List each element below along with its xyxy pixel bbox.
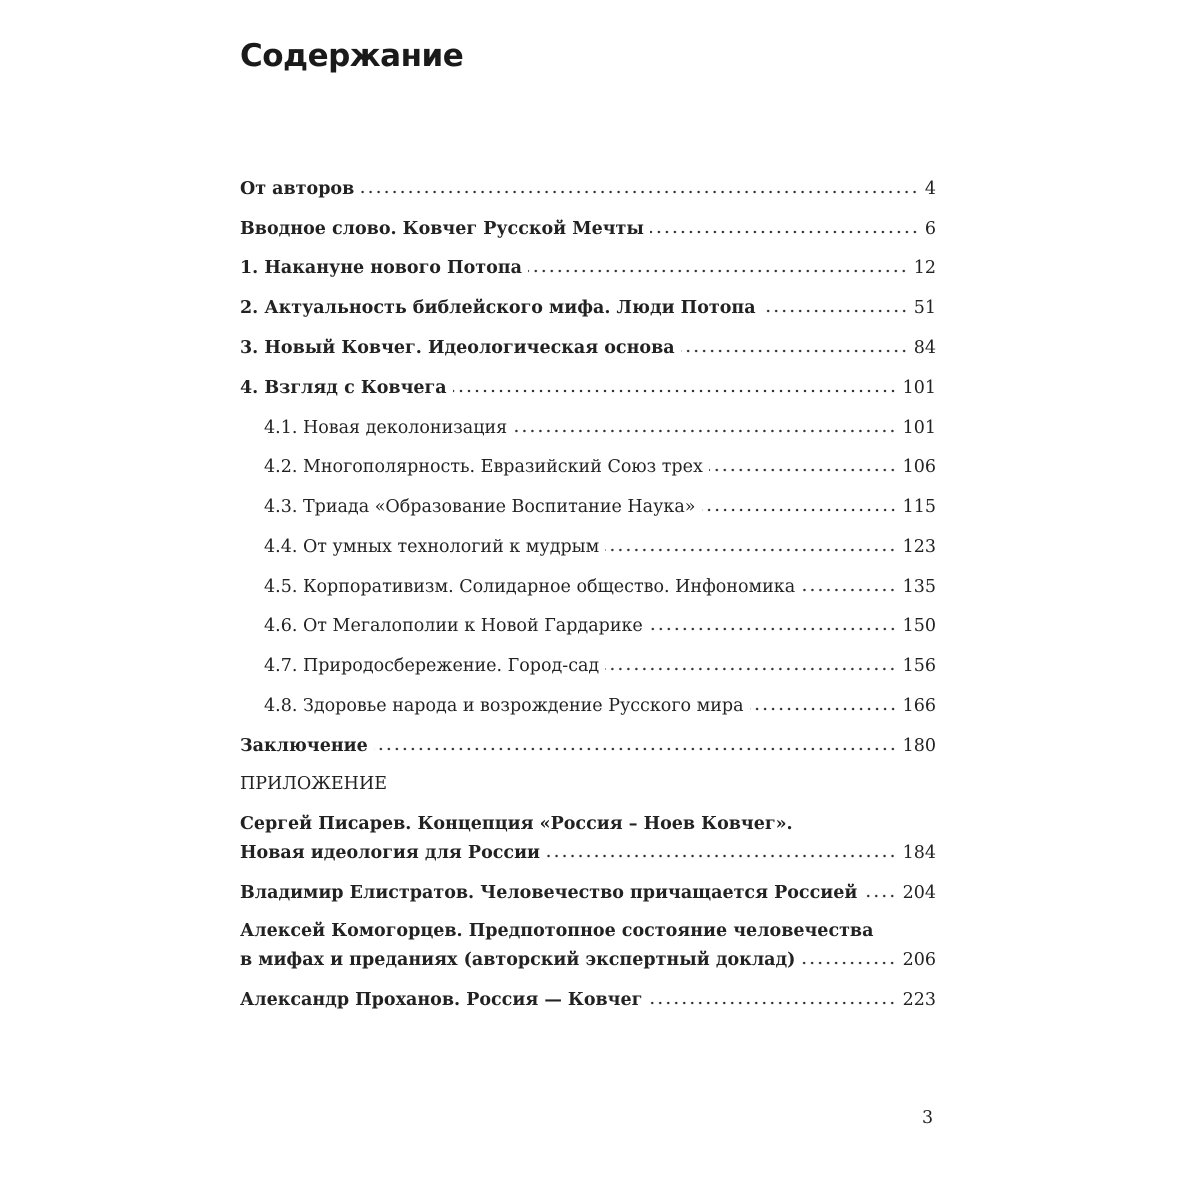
appendix-entry-title: Александр Проханов. Россия — Ковчег <box>240 990 643 1010</box>
toc-entry-4-1[interactable] <box>264 413 936 442</box>
toc-entry-chapter-2[interactable] <box>240 293 936 322</box>
toc-page-number: 166 <box>902 696 936 716</box>
toc-page-number: 101 <box>902 418 936 438</box>
toc-entry-title: 1. Накануне нового Потопа <box>240 258 522 278</box>
toc-entry-title: 4.4. От умных технологий к мудрым <box>264 537 600 557</box>
dot-leader <box>605 532 896 552</box>
toc-entry-title: От авторов <box>240 179 355 199</box>
dot-leader <box>702 492 897 512</box>
toc-page-number: 180 <box>902 736 936 756</box>
toc-entry-4-7[interactable] <box>264 651 936 680</box>
appendix-entry-komogortsev[interactable] <box>240 918 936 974</box>
toc-page-number: 4 <box>924 179 936 199</box>
toc-entry-authors[interactable] <box>240 174 936 203</box>
dot-leader <box>513 413 896 433</box>
dot-leader <box>453 373 897 393</box>
toc-entry-4-5[interactable] <box>264 572 936 601</box>
dot-leader <box>709 452 897 472</box>
toc-entry-chapter-3[interactable] <box>240 333 936 362</box>
toc-entry-title: 2. Актуальность библейского мифа. Люди Потопа <box>240 298 756 318</box>
appendix-entry-elistratov[interactable] <box>240 878 936 907</box>
dot-leader <box>750 691 897 711</box>
dot-leader <box>374 731 897 751</box>
toc-page-number: 135 <box>902 577 936 597</box>
toc-entry-chapter-1[interactable] <box>240 253 936 282</box>
toc-entry-title: 4.2. Многополярность. Евразийский Союз трех <box>264 457 703 477</box>
dot-leader <box>605 651 896 671</box>
toc-page-number: 12 <box>913 258 936 278</box>
dot-leader <box>360 174 919 194</box>
toc-page-number: 204 <box>902 883 936 903</box>
dot-leader <box>528 253 908 273</box>
toc-page-number: 206 <box>902 950 936 970</box>
toc-entry-4-6[interactable] <box>264 611 936 640</box>
appendix-heading-text: ПРИЛОЖЕНИЕ <box>240 774 387 794</box>
appendix-entry-title: Владимир Елистратов. Человечество причащается Россией <box>240 883 858 903</box>
toc-entry-title: 4.6. От Мегалополии к Новой Гардарике <box>264 616 643 636</box>
toc-page-number: 101 <box>902 378 936 398</box>
toc-entry-title: 4.1. Новая деколонизация <box>264 418 508 438</box>
toc-entry-4-3[interactable] <box>264 492 936 521</box>
page-number: 3 <box>922 1108 934 1128</box>
dot-leader <box>649 611 897 631</box>
appendix-entry-title-line1: Сергей Писарев. Концепция «Россия – Ноев Ковчег». <box>240 814 793 834</box>
toc-page-number: 184 <box>902 843 936 863</box>
dot-leader <box>546 838 897 858</box>
toc-entry-title: 3. Новый Ковчег. Идеологическая основа <box>240 338 675 358</box>
toc-entry-intro[interactable] <box>240 214 936 243</box>
toc-page-number: 150 <box>902 616 936 636</box>
toc-entry-4-8[interactable] <box>264 691 936 720</box>
dot-leader <box>801 945 896 965</box>
toc-page-number: 123 <box>902 537 936 557</box>
toc-entry-title: 4. Взгляд с Ковчега <box>240 378 447 398</box>
toc-entry-title: 4.5. Корпоративизм. Солидарное общество. Инфономика <box>264 577 796 597</box>
dot-leader <box>863 878 896 898</box>
toc-page-number: 6 <box>924 219 936 239</box>
toc-entry-title: Заключение <box>240 736 368 756</box>
dot-leader <box>650 214 919 234</box>
toc-page-number: 115 <box>902 497 936 517</box>
appendix-entry-title-line2: в мифах и преданиях (авторский экспертный доклад) <box>240 950 796 970</box>
appendix-entry-title-line2: Новая идеология для России <box>240 843 541 863</box>
toc-page-number: 156 <box>902 656 936 676</box>
toc-entry-title: Вводное слово. Ковчег Русской Мечты <box>240 219 644 239</box>
toc-page-number: 106 <box>902 457 936 477</box>
appendix-entry-title-line1: Алексей Комогорцев. Предпотопное состояние человечества <box>240 921 874 941</box>
toc-page-number: 51 <box>913 298 936 318</box>
toc-entry-title: 4.7. Природосбережение. Город-сад <box>264 656 600 676</box>
toc-page-number: 223 <box>902 990 936 1010</box>
dot-leader <box>648 985 896 1005</box>
dot-leader <box>801 572 896 592</box>
page-title: Содержание <box>240 38 464 74</box>
toc-entry-4-2[interactable] <box>264 452 936 481</box>
appendix-entry-prokhanov[interactable] <box>240 985 936 1014</box>
dot-leader <box>762 293 908 313</box>
dot-leader <box>681 333 908 353</box>
toc-entry-title: 4.3. Триада «Образование Воспитание Наука» <box>264 497 696 517</box>
toc-entry-conclusion[interactable] <box>240 731 936 760</box>
appendix-entry-pisarev[interactable] <box>240 811 936 867</box>
toc-entry-title: 4.8. Здоровье народа и возрождение Русского мира <box>264 696 744 716</box>
appendix-heading <box>240 771 936 798</box>
toc-entry-chapter-4[interactable] <box>240 373 936 402</box>
toc-entry-4-4[interactable] <box>264 532 936 561</box>
toc-page-number: 84 <box>913 338 936 358</box>
